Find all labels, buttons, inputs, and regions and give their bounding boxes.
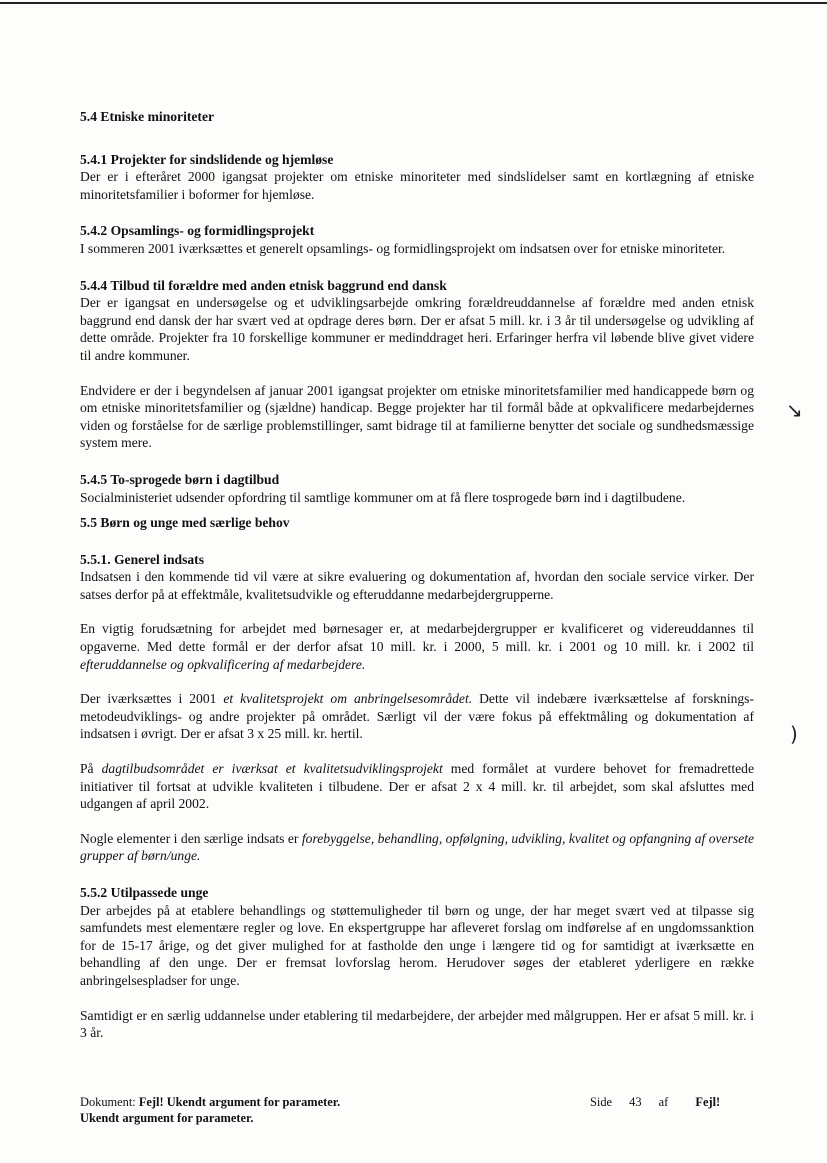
text-run: Der iværksættes i 2001	[80, 691, 224, 707]
footer-doc-error: Fejl! Ukendt argument for parameter.	[138, 1095, 341, 1109]
paragraph: Der er igangsat en undersøgelse og et udviklingsarbejde omkring forældreuddannelse af forældre med anden etnisk baggrund end dansk der har svært ved at opdrage deres børn. Der er afsat 5 mill. kr. i 3 år til undersøgelse og udvikling af dette område. Projekter fra 10 forskellige kommuner er medinddraget heri. Erfaringer herfra vil løbende blive givet videre til andre kommuner.	[80, 295, 754, 363]
top-rule	[0, 2, 827, 4]
paragraph	[80, 760, 754, 813]
paragraph	[80, 690, 754, 743]
section-title: 5.4.2 Opsamlings- og formidlingsprojekt	[80, 223, 315, 239]
section-5-5	[80, 514, 754, 532]
footer-document-info	[80, 1094, 340, 1126]
text-run: Dette vil indebære iværksættelse af forsknings-metodeudviklings- og andre projekter på området. Særligt vil der være fokus på effektmåling og dokumentation af indsatsen i øvrigt. Der er afsat 3 x 25 mill. kr. hertil.	[80, 691, 755, 742]
paragraph: I sommeren 2001 iværksættes et generelt opsamlings- og formidlingsprojekt om indsatsen over for etniske minoriteter.	[80, 240, 726, 256]
text-run: med formålet at vurdere behovet for fremadrettede initiativer til fortsat at udvikle kvaliteten i tilbudene. Der er afsat 2 x 4 mill. kr. til arbejdet, som skal afsluttes med udgangen af april 2002.	[80, 761, 754, 812]
footer-doc-label: Dokument:	[80, 1095, 139, 1109]
paragraph: Der arbejdes på at etablere behandlings og støttemuligheder til børn og unge, der har meget svært ved at tilpasse sig samfundets mest elementære regler og love. En ekspertgruppe har afleveret forslag om indførelse af en ungdomssanktion for de 15-17 årige, og det giver mulighed for at fastholde den unge i længere tid og for samtidigt at iværksætte en behandling af den unge. Der er fremsat lovforslag herom. Herudover søges der etableret yderligere en række anbringelsespladser for unge.	[80, 902, 754, 988]
scan-mark-icon: )	[790, 722, 798, 746]
scan-mark-icon: ↘	[786, 398, 803, 422]
text-run: En vigtig forudsætning for arbejdet med børnesager er, at medarbejdergrupper er kvalificeret og videreuddannes til opgaverne. Med dette formål er der derfor afsat 10 mill. kr. i 2000, 5 mill. kr. i 2001 og 10 mill. kr. i 2002 til	[80, 621, 754, 655]
section-5-4-4	[80, 277, 754, 452]
section-5-4-5	[80, 471, 754, 506]
footer-total-error: Fejl!	[695, 1095, 721, 1109]
text-run: På	[80, 761, 102, 777]
section-title: 5.5.2 Utilpassede unge	[80, 885, 209, 900]
paragraph: Samtidigt er en særlig uddannelse under etablering til medarbejdere, der arbejder med målgruppen. Her er afsat 5 mill. kr. i 3 år.	[80, 1007, 754, 1041]
section-title: 5.4.5 To-sprogede børn i dagtilbud	[80, 471, 280, 487]
italic-text: efteruddannelse og opkvalificering af medarbejdere.	[80, 656, 366, 672]
paragraph: Der er i efteråret 2000 igangsat projekter om etniske minoriteter med sindslidelser samt en kortlægning af etniske minoritetsfamilier i boformer for hjemløse.	[80, 169, 754, 202]
section-title: 5.5 Børn og unge med særlige behov	[80, 515, 290, 531]
paragraph	[80, 620, 754, 673]
footer-doc-error-2: Ukendt argument for parameter.	[80, 1111, 254, 1125]
section-5-4-1	[80, 151, 754, 204]
footer-page-info	[590, 1094, 720, 1110]
footer-side-label: Side	[590, 1095, 613, 1109]
paragraph: Endvidere er der i begyndelsen af januar 2001 igangsat projekter om etniske minoritetsfamilier med handicappede børn og om etniske minoritetsfamilier og (sjældne) handicap. Begge projekter har til formål både at opkvalificere medarbejdernes viden og forståelse for de særlige problemstillinger, samt bidrage til at familierne benytter det sociale og sundhedsmæssige system mere.	[80, 382, 754, 451]
italic-text: et kvalitetsprojekt om anbringelsesområdet.	[223, 691, 473, 707]
document-page	[80, 108, 754, 1042]
italic-text: forebyggelse, behandling, opfølgning, udvikling, kvalitet og opfangning af oversete grupper af børn/unge.	[80, 830, 755, 864]
section-heading: 5.4 Etniske minoriteter	[80, 109, 215, 124]
paragraph: Socialministeriet udsender opfordring til samtlige kommuner om at få flere tosprogede børn ind i dagtilbudene.	[80, 489, 686, 505]
footer-page-number: 43	[629, 1095, 642, 1109]
section-title: 5.4.4 Tilbud til forældre med anden etnisk baggrund end dansk	[80, 277, 447, 293]
section-5-4-2	[80, 222, 754, 257]
paragraph: Indsatsen i den kommende tid vil være at sikre evaluering og dokumentation af, hvordan den sociale service virker. Der satses derfor på at effektmåle, kvalitetsudvikle og efteruddanne medarbejdergrupperne.	[80, 569, 754, 602]
italic-text: dagtilbudsområdet er iværksat et kvalitetsudviklingsprojekt	[101, 761, 443, 777]
section-title: 5.4.1 Projekter for sindslidende og hjemløse	[80, 151, 334, 167]
section-5-5-1	[80, 551, 754, 865]
text-run: Nogle elementer i den særlige indsats er	[80, 830, 302, 846]
footer-of-label: af	[658, 1095, 669, 1109]
section-5-5-2	[80, 884, 754, 1042]
section-title: 5.5.1. Generel indsats	[80, 551, 204, 567]
paragraph	[80, 830, 754, 865]
